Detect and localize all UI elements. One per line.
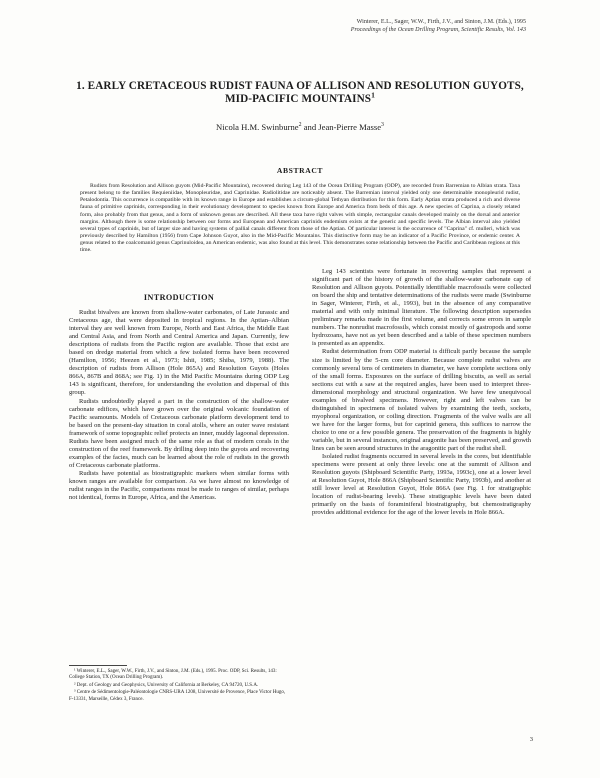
header-citation: Winterer, E.L., Sager, W.W., Firth, J.V., and Sinton, J.M. (Eds.), 1995	[356, 19, 526, 25]
intro-paragraph-3: Rudists have potential as biostratigraphic markers when similar forms with known ranges are available for comparison. As we have almost no knowledge of rudist ranges in the Pacific, comparisons must be made to ranges of similar, perhaps not identical, forms in Europe, Africa, and the Americas.	[69, 469, 289, 502]
author-2: Jean-Pierre Masse	[318, 122, 382, 132]
title-footnote-mark: 1	[371, 90, 376, 100]
intro-paragraph-2: Rudists undoubtedly played a part in the construction of the shallow-water carbonate edifices, which have grown over the original volcanic foundation of Pacific seamounts. Models of Cretaceous carbonate platform development tend to be based on the present-day situation in coral atolls, where an outer wave resistant framework of some topographic relief protects an inner, muddy lagoonal depression. Rudists have been assigned much of the same role as that of modern corals in the construction of the reef framework. By drilling deep into the guyots and recovering examples of the facies, much can be learned about the role of rudists in the growth of Cretaceous carbonate platforms.	[69, 397, 289, 469]
footnote-1: ¹ Winterer, E.L., Sager, W.W., Firth, J.V., and Sinton, J.M. (Eds.), 1995. Proc. ODP, Sci. Results, 143: College Station, TX (Ocean Drilling Program).	[69, 669, 277, 681]
title-line-1: 1. EARLY CRETACEOUS RUDIST FAUNA OF ALLISON AND RESOLUTION GUYOTS,	[76, 80, 524, 92]
right-paragraph-2: Rudist determination from ODP material is difficult partly because the sample size is limited by the 5-cm core diameter. Because complete rudist valves are commonly several tens of centimeters in diameter, we have complete sections only of the small forms. Exposures on the surface of drilling biscuits, as well as serial sections cut with a saw at the required angles, have been used to interpret three-dimensional morphology and structural organization. We have few unequivocal examples of bivalved specimens. However, right and left valves can be distinguished in specimens of isolated valves by examining the teeth, sockets, myophoral organization, or coiling direction. Fragments of the valve walls are all we have for the larger forms, but for caprinid genera, this suffices to narrow the choice to one or a few possible genera. The preservation of the fragments is highly variable, but in several instances, original aragonite has been preserved, and growth lines can be seen around structures in the aragonitic part of the rudist shell.	[312, 348, 531, 453]
author-1: Nicola H.M. Swinburne	[216, 122, 299, 132]
title-line-2: MID-PACIFIC MOUNTAINS	[224, 93, 372, 105]
paper-title	[60, 80, 540, 106]
right-paragraph-3: Isolated rudist fragments occurred in several levels in the cores, but identifiable specimens were present at only three levels: one at the summit of Allison and Resolution guyots (Shipboard Scientific Party, 1993a, 1993c), one at a lower level at Resolution Guyot, Hole 866A (Shipboard Scientific Party, 1993b), and another at still lower level at Resolution Guyot, Hole 866A (see Fig. 1 for stratigraphic location of rudist-bearing levels). These stratigraphic levels have been dated primarily on the basis of foraminiferal biostratigraphy, but chemostratigraphy provides additional evidence for the age of the lower levels in Hole 866A.	[312, 453, 531, 517]
abstract-text: Rudists from Resolution and Allison guyots (Mid-Pacific Mountains), recovered during Leg 143 of the Ocean Drilling Program (ODP), are recorded from Barremian to Albian strata. Taxa present belong to the families Requieniidae, Monopleuridae, and Caprinidae. Radiolitidae are noticeably absent. The Barremian interval yielded only one determinable monopleurid rudist, Petalodontia. This occurrence is compatible with its known range in Europe and establishes a circum-global Tethyan distribution for this form. Early Aptian strata produced a rich and diverse fauna of primitive caprinids, corresponding in their evolutionary development to species known from Europe and America from beds of this age. A new species of Caprina, a closely related form, also probably from that genus, and a form of unknown genus are described. All these taxa have right valves with simple, rectangular canals developed mainly on the dorsal and anterior margins. Although there is some relationship between our forms and European and American caprinids endemism exists at the generic and specific levels. The Albian interval also yielded several types of caprinids, but of larger size and having systems of pallial canals different from those of the Aptian. Of particular interest is the occurrence of "Caprina" cf. mulleri, which was previously described by Hamilton (1956) from Cape Johnson Guyot, also in the Mid-Pacific Mountains. This distinctive form may be an indicator of a Pacific Province, or endemic center. A genus related to the coalcomanid genus Caprinuloidea, an American endemic, was also found at this level. This demonstrates some relationship between the Pacific and Caribbean regions at this time.	[80, 183, 520, 254]
running-header	[351, 18, 526, 34]
introduction-heading: INTRODUCTION	[143, 293, 215, 302]
intro-paragraph-1: Rudist bivalves are known from shallow-water carbonates, of Late Jurassic and Cretaceous age, that were deposited in tropical regions. In the Aptian–Albian interval they are well known from Europe, North and East Africa, the Middle East and Central Asia, and from North and Central America and Japan. Currently, few descriptions of rudists from the Pacific region are available. Those that exist are based on dredge material from which a few isolated forms have been recovered (Hamilton, 1956; Heezen et al., 1973; Ishii, 1985; Shiba, 1979, 1988). The description of rudists from Allison (Hole 865A) and Resolution Guyots (Holes 866A, 867B and 868A; see Fig. 1) in the Mid Pacific Mountains during ODP Leg 143 is significant, therefore, for understanding the evolution and dispersal of this group.	[69, 309, 289, 397]
footnote-3: ³ Centre de Sédimentologie-Paléontologie CNRS-URA 1208, Université de Provence, Place Victor Hugo, F-13331, Marseille, Cédex 3, France.	[69, 690, 286, 702]
author-line	[60, 122, 540, 132]
right-column	[312, 268, 531, 517]
author-1-mark: 2	[298, 122, 302, 129]
header-journal: Proceedings of the Ocean Drilling Program, Scientific Results, Vol. 143	[350, 27, 526, 33]
footnote-divider	[69, 665, 127, 666]
page-number: 3	[529, 736, 533, 743]
author-and: and	[303, 122, 317, 132]
abstract-heading: ABSTRACT	[276, 166, 324, 175]
left-column	[69, 292, 289, 502]
footnote-2: ² Dept. of Geology and Geophysics, University of California at Berkeley, CA 94720, U.S.A.	[74, 682, 259, 688]
author-2-mark: 3	[381, 122, 384, 129]
footnotes	[69, 669, 289, 704]
right-paragraph-1: Leg 143 scientists were fortunate in recovering samples that represent a significant part of the history of growth of the shallow-water carbonate cap of Resolution and Allison guyots. Potentially identifiable macrofossils were collected on board the ship and tentative determinations of the rudists were made (Swinburne in Sager, Winterer, Firth, et al., 1993), but in the absence of any comparative material and with only minimal literature. The following description supersedes preliminary remarks made in the first volume, and corrects some errors in sample numbers. The nonrudist macrofossils, which consist mostly of gastropods and some hydrozoans, have not as yet been described and a table of these specimen numbers is presented as an appendix.	[312, 268, 531, 348]
